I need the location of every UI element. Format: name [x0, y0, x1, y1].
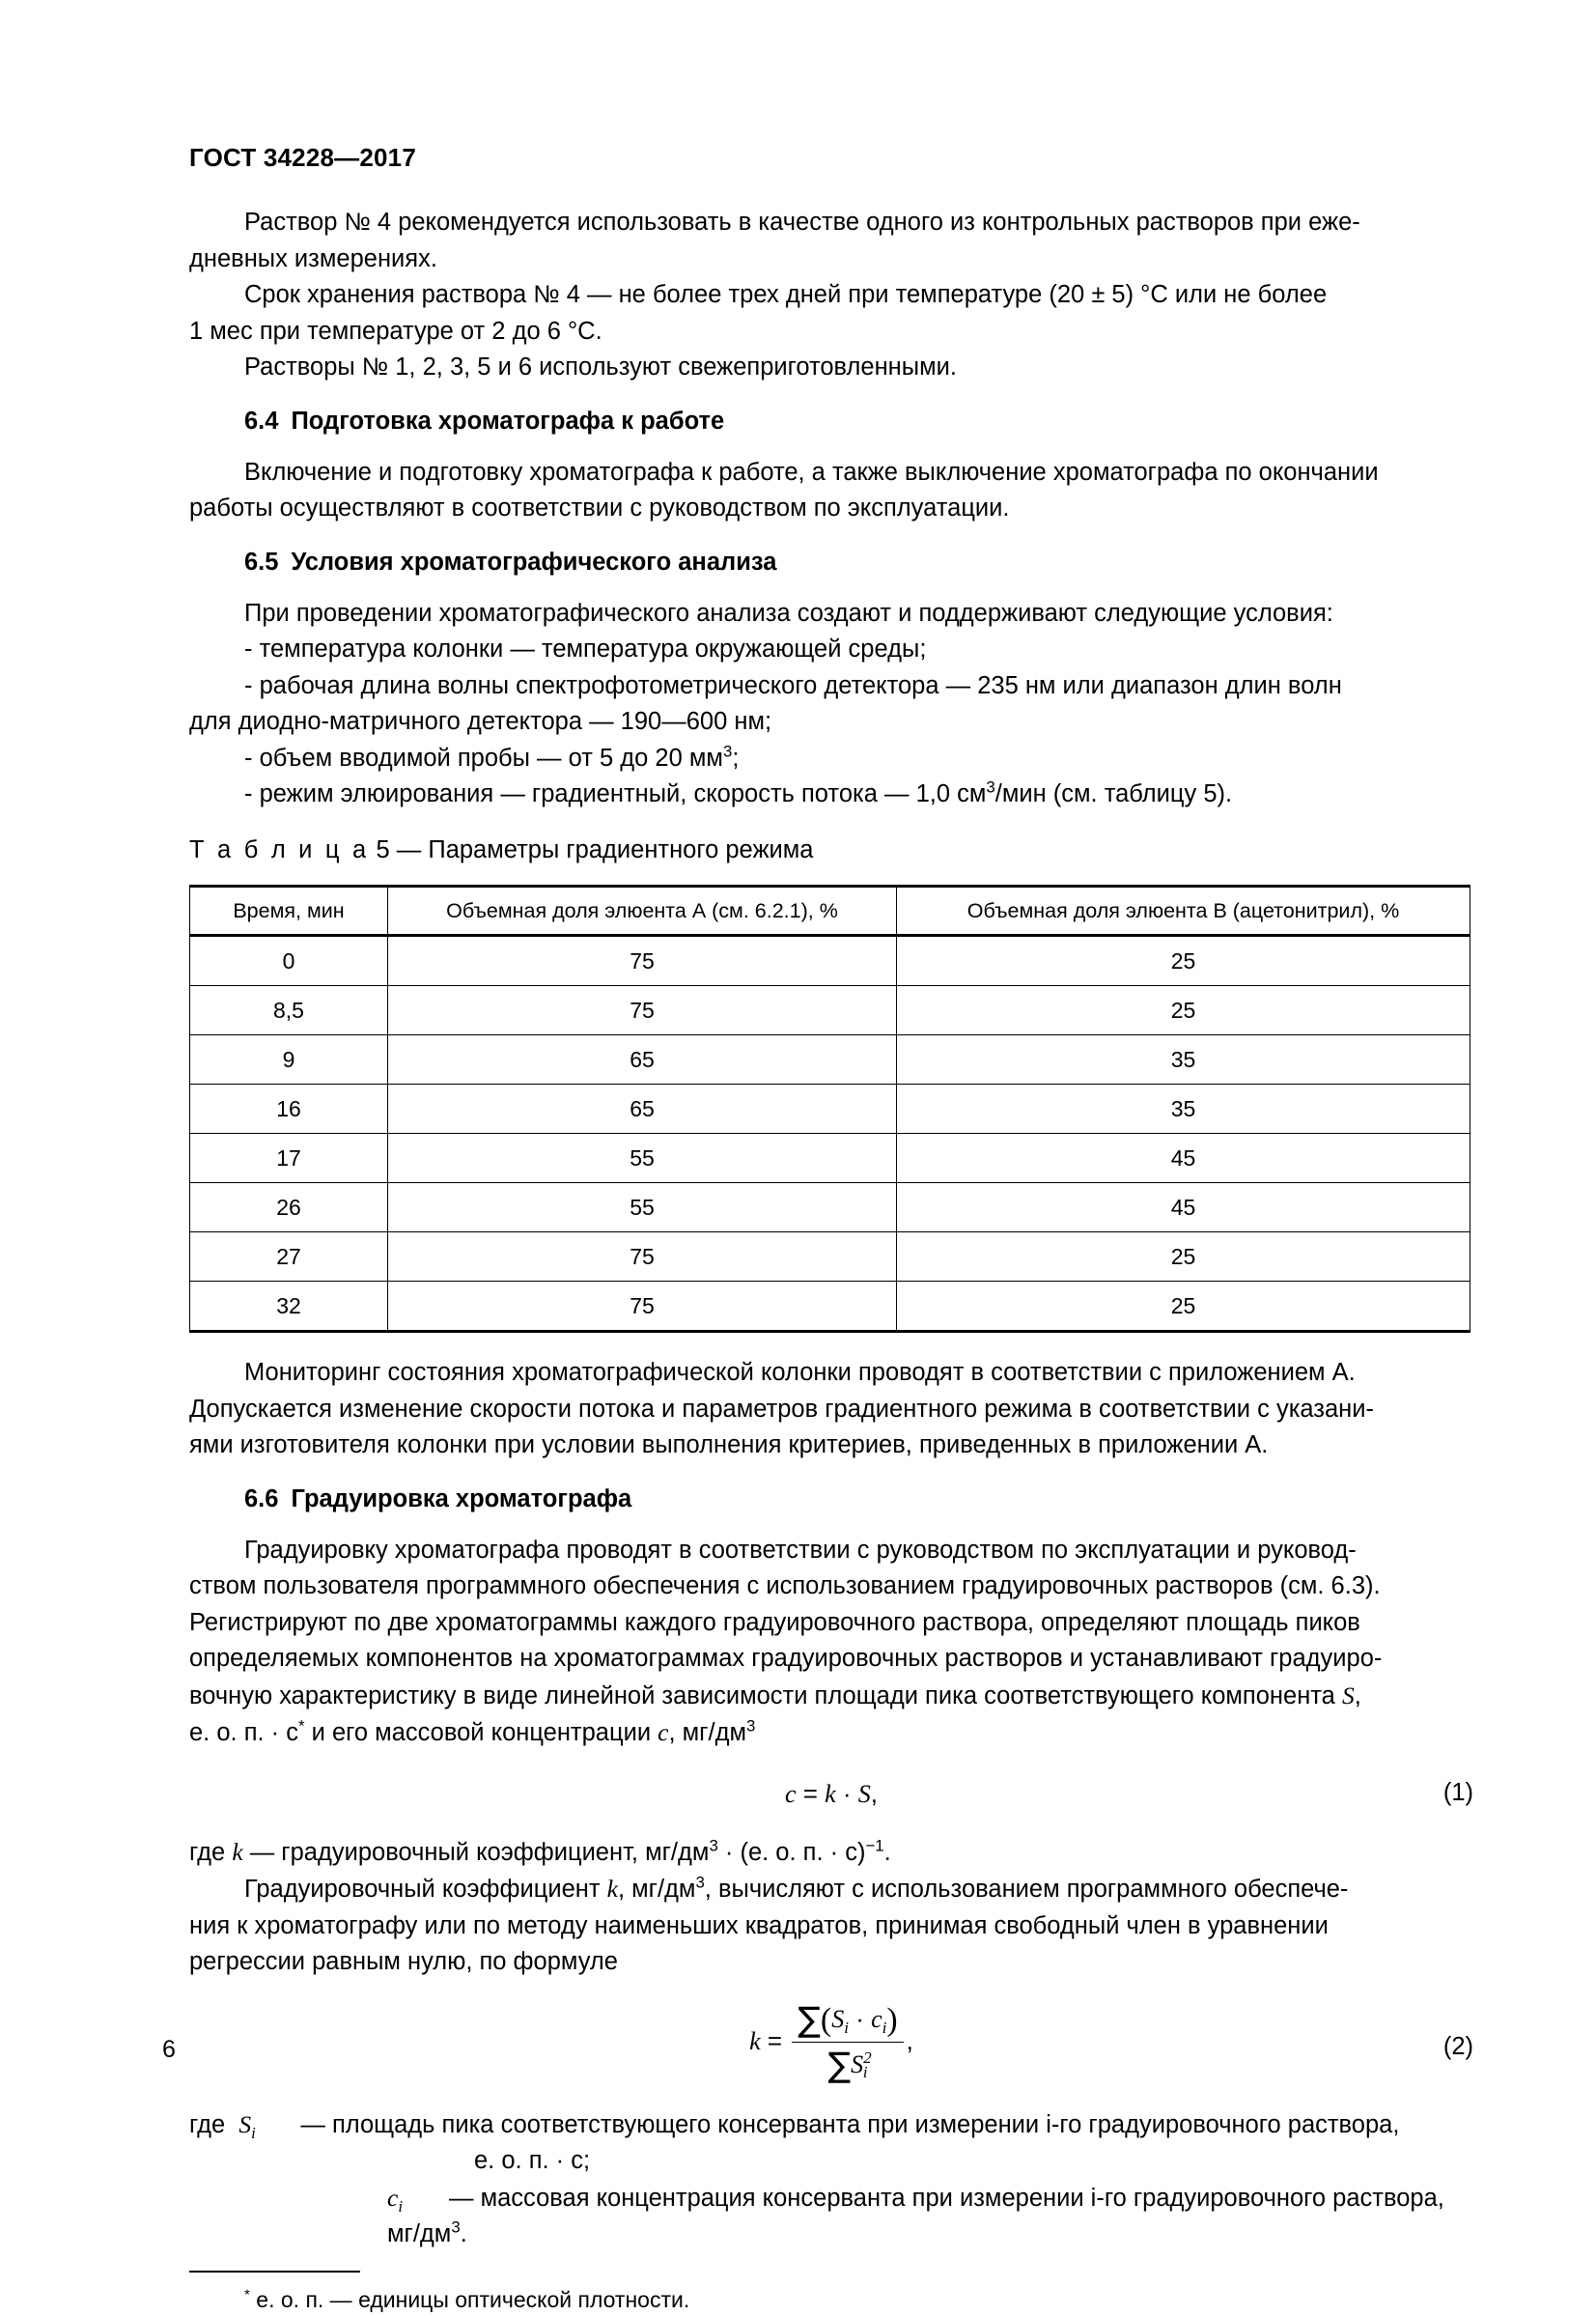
- paragraph-line: определяемых компонентов на хроматограммах градуировочных растворов и устанавливают градуиро-: [189, 1645, 1383, 1672]
- paragraph-column-monitoring: [189, 1355, 1473, 1464]
- list-item-label: температура колонки — температура окружающей среды;: [259, 635, 927, 663]
- list-marker: -: [244, 671, 253, 699]
- paragraph-line: [189, 1678, 1473, 1715]
- superscript: 3: [695, 1873, 705, 1892]
- cell-eluent-a: 65: [388, 1035, 897, 1085]
- definition-si: [189, 2106, 1473, 2144]
- table-row: [190, 1134, 1470, 1183]
- paragraph-line: дневных измерениях.: [189, 244, 437, 272]
- subscript-i: i: [882, 2018, 887, 2037]
- paragraph-line: ния к хроматографу или по методу наименьших квадратов, принимая свободный член в уравнении: [189, 1911, 1329, 1939]
- paragraph-line: При проведении хроматографического анализа создают и поддерживают следующие условия:: [244, 599, 1333, 627]
- cell-eluent-b: 25: [897, 1282, 1470, 1332]
- definition-k: [189, 1834, 1473, 1872]
- formula-dot: ·: [835, 1778, 858, 1808]
- section-heading-6-4: [189, 408, 1473, 436]
- symbol-k: k: [606, 1875, 618, 1903]
- section-number: 6.4: [244, 407, 279, 435]
- formula-2: [189, 2000, 1473, 2085]
- paragraph-line: регрессии равным нулю, по формуле: [189, 1948, 618, 1975]
- paragraph-text: ,: [1354, 1681, 1361, 1709]
- cell-eluent-b: 35: [897, 1035, 1470, 1085]
- formula-dot: ·: [848, 2003, 872, 2033]
- cell-time: 27: [190, 1232, 388, 1282]
- formula-1: [189, 1779, 1473, 1809]
- definition-text: — градуировочный коэффициент, мг/дм: [242, 1838, 710, 1866]
- cell-eluent-b: 45: [897, 1183, 1470, 1232]
- superscript-2: 2: [863, 2048, 872, 2067]
- table-body: [190, 936, 1470, 1332]
- superscript: 3: [722, 742, 733, 760]
- table-row: [190, 986, 1470, 1035]
- page-number: 6: [162, 2036, 176, 2063]
- table-caption-title: Параметры градиентного режима: [428, 835, 814, 863]
- definition-label: где: [189, 2110, 226, 2138]
- document-header: ГОСТ 34228—2017: [189, 143, 416, 172]
- cell-eluent-a: 55: [388, 1183, 897, 1232]
- formula-area-s: S: [857, 1779, 871, 1808]
- paragraph-text: и его массовой концентрации: [304, 1719, 658, 1746]
- fraction-denominator: [792, 2043, 903, 2085]
- list-item-label: режим элюирования — градиентный, скорость потока — 1,0 см: [259, 780, 987, 807]
- cell-eluent-a: 75: [388, 1282, 897, 1332]
- cell-eluent-b: 25: [897, 936, 1470, 986]
- section-title: Подготовка хроматографа к работе: [291, 407, 725, 435]
- superscript: 3: [745, 1716, 756, 1736]
- paragraph-fresh-solutions: [189, 350, 1473, 386]
- paragraph-line: 1 мес при температуре от 2 до 6 °C.: [189, 317, 602, 345]
- symbol-k: k: [232, 1837, 243, 1866]
- table-head: [190, 887, 1470, 936]
- definition-si-continuation: е. о. п. · с;: [474, 2147, 591, 2174]
- paragraph-text: Градуировочный коэффициент: [244, 1876, 607, 1903]
- definition-text: .: [460, 2220, 467, 2247]
- paragraph-text: , мг/дм: [668, 1719, 746, 1746]
- formula-comma: ,: [870, 1778, 879, 1808]
- formula-equals: =: [796, 1778, 826, 1808]
- cell-time: 0: [190, 936, 388, 986]
- cell-time: 9: [190, 1035, 388, 1085]
- footnote: [189, 2284, 1473, 2316]
- paragraph-line: ством пользователя программного обеспечения с использованием градуировочных растворов (см. 6.3).: [189, 1572, 1381, 1599]
- symbol-si: $S_i$: [238, 2109, 256, 2142]
- list-item-suffix: /мин (см. таблицу 5).: [994, 780, 1233, 807]
- formula-coefficient-k: k: [825, 1779, 836, 1808]
- paragraph-solution-4-control: [189, 205, 1473, 277]
- formula-number: (2): [1442, 2032, 1473, 2060]
- cell-eluent-b: 25: [897, 1232, 1470, 1282]
- footnote-text: е. о. п. — единицы оптической плотности.: [256, 2286, 690, 2312]
- column-header-time: Время, мин: [190, 887, 388, 936]
- table-row: [190, 1282, 1470, 1332]
- paragraph-text: е. о. п. · с: [189, 1719, 299, 1746]
- list-item: [189, 632, 1473, 668]
- cell-time: 16: [190, 1085, 388, 1134]
- table-row: [190, 1035, 1470, 1085]
- table-caption-label: Т а б л и ц а: [189, 835, 370, 863]
- cell-time: 17: [190, 1134, 388, 1183]
- definition-text: — площадь пика соответствующего консерванта при измерении i-го градуировочного раствора,: [300, 2110, 1400, 2138]
- sum-icon: ∑: [798, 1999, 821, 2040]
- paren-close: ): [886, 2001, 898, 2038]
- list-item: [189, 668, 1473, 705]
- cell-time: 32: [190, 1282, 388, 1332]
- column-header-eluent-b: Объемная доля элюента В (ацетонитрил), %: [897, 887, 1470, 936]
- section-heading-6-5: [189, 549, 1473, 577]
- list-item-label: рабочая длина волны спектрофотометрического детектора — 235 нм или диапазон длин волн: [259, 671, 1342, 699]
- formula-fraction: [792, 2000, 903, 2085]
- paragraph-line: Мониторинг состояния хроматографической колонки проводят в соответствии с приложением А.: [244, 1359, 1356, 1386]
- conditions-list: [189, 632, 1473, 813]
- cell-time: 26: [190, 1183, 388, 1232]
- symbol-s: S: [1341, 1681, 1355, 1709]
- paragraph-line: Раствор № 4 рекомендуется использовать в качестве одного из контрольных растворов при еже-: [244, 209, 1360, 236]
- list-item-label: объем вводимой пробы — от 5 до 20 мм: [259, 744, 723, 772]
- paragraph-storage-term: [189, 277, 1473, 350]
- list-marker: -: [244, 635, 253, 663]
- paragraph-text: вочную характеристику в виде линейной зависимости площади пика соответствующего компонента: [189, 1681, 1342, 1709]
- table-row: [190, 936, 1470, 986]
- superscript: 3: [986, 777, 995, 797]
- paragraph-line: ями изготовителя колонки при условии выполнения критериев, приведенных в приложении А.: [189, 1431, 1269, 1458]
- paragraph-line: Срок хранения раствора № 4 — не более трех дней при температуре (20 ± 5) °C или не более: [244, 281, 1328, 308]
- symbol-ci: $c_i$: [387, 2183, 404, 2216]
- superscript: 3: [451, 2217, 461, 2237]
- paragraph-line: Включение и подготовку хроматографа к работе, а также выключение хроматографа по окончании: [244, 458, 1379, 486]
- footnote-marker: *: [298, 1716, 305, 1736]
- paragraph-line: Регистрируют по две хроматограммы каждого градуировочного раствора, определяют площадь пиков: [189, 1608, 1360, 1636]
- section-title: Условия хроматографического анализа: [291, 548, 777, 576]
- paragraph-line: Растворы № 1, 2, 3, 5 и 6 используют свежеприготовленными.: [244, 353, 957, 381]
- cell-eluent-a: 75: [388, 936, 897, 986]
- cell-eluent-a: 75: [388, 1232, 897, 1282]
- section-number: 6.5: [244, 548, 279, 576]
- table-row: [190, 1085, 1470, 1134]
- section-heading-6-6: [189, 1485, 1473, 1513]
- definition-text: — массовая концентрация консерванта при измерении i-го градуировочного раствора, мг/дм: [387, 2184, 1444, 2247]
- cell-time: 8,5: [190, 986, 388, 1035]
- paragraph-line: Градуировку хроматографа проводят в соответствии с руководством по эксплуатации и руковод-: [244, 1536, 1357, 1564]
- cell-eluent-a: 65: [388, 1085, 897, 1134]
- sum-icon: ∑: [827, 2045, 852, 2085]
- symbol-s: S: [851, 2049, 864, 2078]
- list-item-suffix: ;: [732, 744, 740, 772]
- table-header-row: [190, 887, 1470, 936]
- paragraph-text: , мг/дм: [617, 1876, 696, 1903]
- definition-label: где: [189, 1838, 233, 1866]
- symbol-c: c: [871, 2004, 882, 2033]
- list-item: [189, 741, 1473, 777]
- document-body: [189, 205, 1473, 2316]
- symbol-s: S: [831, 2004, 845, 2033]
- superscript: −1: [865, 1836, 884, 1854]
- paragraph-6-5-intro: [189, 596, 1473, 633]
- subscript-i: i: [862, 2063, 868, 2082]
- list-marker: -: [244, 780, 253, 807]
- cell-eluent-a: 55: [388, 1134, 897, 1183]
- paren-open: (: [820, 2001, 832, 2038]
- section-title: Градуировка хроматографа: [291, 1484, 632, 1512]
- definition-text: .: [883, 1838, 891, 1866]
- formula-lhs: c: [784, 1779, 797, 1808]
- paragraph-line: Допускается изменение скорости потока и параметров градиентного режима в соответствии с указани-: [189, 1395, 1375, 1423]
- cell-eluent-a: 75: [388, 986, 897, 1035]
- footnote-marker: *: [244, 2285, 250, 2302]
- cell-eluent-b: 45: [897, 1134, 1470, 1183]
- subscript-i: i: [844, 2018, 849, 2037]
- table-row: [190, 1183, 1470, 1232]
- formula-number: (1): [1442, 1778, 1473, 1806]
- paragraph-6-6-body: [189, 1533, 1473, 1752]
- definition-text: · (е. о. п. · с): [717, 1838, 866, 1866]
- paragraph-line: [189, 1871, 1473, 1908]
- formula-lhs-k: k: [749, 2026, 761, 2055]
- list-item: [189, 777, 1473, 813]
- section-number: 6.6: [244, 1484, 279, 1512]
- table-caption-dash: —: [396, 835, 422, 863]
- superscript: 3: [709, 1836, 718, 1854]
- table-caption-number: 5: [376, 835, 390, 863]
- formula-equals: =: [760, 2025, 790, 2055]
- paragraph-text: , вычисляют с использованием программного обеспече-: [704, 1876, 1349, 1903]
- formula-comma: ,: [906, 2025, 913, 2055]
- symbol-c: c: [658, 1718, 669, 1746]
- paragraph-k-calculation: [189, 1871, 1473, 1981]
- cell-eluent-b: 35: [897, 1085, 1470, 1134]
- list-item-continuation: для диодно-матричного детектора — 190—600 нм;: [189, 708, 772, 735]
- definition-ci: [189, 2180, 1473, 2253]
- table-caption: [189, 833, 1473, 869]
- gradient-parameters-table: [189, 885, 1470, 1333]
- column-header-eluent-a: Объемная доля элюента А (см. 6.2.1), %: [388, 887, 897, 936]
- table-row: [190, 1232, 1470, 1282]
- list-marker: -: [244, 744, 253, 772]
- fraction-numerator: [792, 2000, 903, 2043]
- cell-eluent-b: 25: [897, 986, 1470, 1035]
- paragraph-6-4-body: [189, 455, 1473, 527]
- paragraph-line: [189, 1714, 1473, 1752]
- definitions-block: [189, 2106, 1473, 2253]
- paragraph-line: работы осуществляют в соответствии с руководством по эксплуатации.: [189, 494, 1010, 522]
